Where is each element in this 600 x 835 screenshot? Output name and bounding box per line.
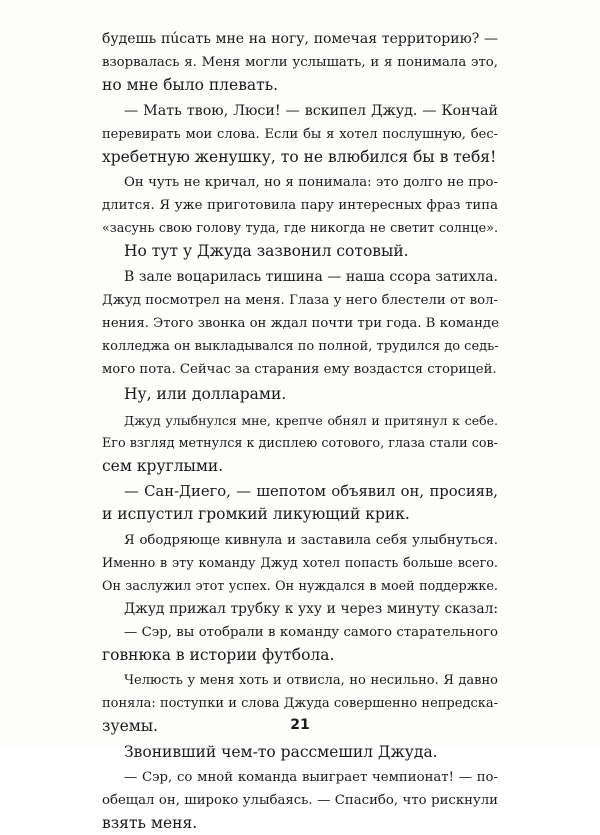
text-line: Он заслужил этот успех. Он нуждался в моей поддержке. — [102, 578, 498, 594]
text-line: Джуд посмотрел на меня. Глаза у него блестели от вол- — [102, 292, 498, 308]
text-line: сем круглыми. — [102, 456, 224, 475]
text-line: длится. Я уже приготовила пару интересных фраз типа — [102, 198, 498, 213]
text-line: Ну, или долларами. — [124, 385, 287, 403]
text-line: Джуд прижал трубку к уху и через минуту сказал: — [124, 600, 498, 617]
text-line: взять меня. — [102, 814, 198, 832]
text-line: Он чуть не кричал, но я понимала: это долго не про- — [124, 175, 498, 190]
text-line: хребетную женушку, то не влюбился бы в тебя! — [102, 147, 497, 166]
text-line: но мне было плевать. — [102, 76, 279, 94]
text-line: Но тут у Джуда зазвонил сотовый. — [124, 242, 409, 260]
text-line: будешь пúсать мне на ногу, помечая территорию? — — [102, 31, 498, 47]
text-line: — Мать твою, Люси! — вскипел Джуд. — Кончай — [124, 102, 498, 119]
page-number: 21 — [290, 717, 310, 733]
text-line: мого пота. Сейчас за старания ему воздастся сторицей. — [102, 361, 497, 377]
text-line: Звонивший чем-то рассмешил Джуда. — [124, 742, 438, 761]
text-line: и испустил громкий ликующий крик. — [102, 505, 410, 523]
text-line: перевирать мои слова. Если бы я хотел послушную, бес- — [102, 126, 498, 142]
text-line: «засунь свою голову туда, где никогда не светит солнце». — [102, 221, 498, 236]
text-line: Челюсть у меня хоть и отвисла, но несильно. Я давно — [124, 673, 498, 688]
text-line: обещал он, широко улыбаясь. — Спасибо, что рискнули — [102, 793, 498, 808]
text-line: Именно в эту команду Джуд хотел попасть больше всего. — [102, 555, 498, 571]
text-line: Его взгляд метнулся к дисплею сотового, глаза стали сов- — [102, 435, 498, 451]
text-line: колледжа он выкладывался по полной, трудился до седь- — [102, 338, 499, 354]
text-line: Джуд улыбнулся мне, крепче обнял и притянул к себе. — [124, 412, 498, 428]
text-line: — Сэр, со мной команда выиграет чемпионат! — по- — [124, 770, 498, 785]
text-line: взорвалась я. Меня могли услышать, и я понимала это, — [102, 55, 498, 70]
text-line: — Сэр, вы отобрали в команду самого старательного — [124, 624, 498, 640]
text-line: зуемы. — [102, 717, 159, 735]
text-line: говнюка в истории футбола. — [102, 645, 335, 664]
text-line: В зале воцарилась тишина — наша ссора затихла. — [124, 268, 498, 285]
text-line: — Сан-Диего, — шепотом объявил он, просияв, — [124, 483, 498, 500]
text-line: нения. Этого звонка он ждал почти три года. В команде — [102, 315, 499, 331]
text-line: поняла: поступки и слова Джуда совершенно непредска- — [102, 696, 498, 711]
text-line: Я ободряюще кивнула и заставила себя улыбнуться. — [124, 532, 498, 548]
